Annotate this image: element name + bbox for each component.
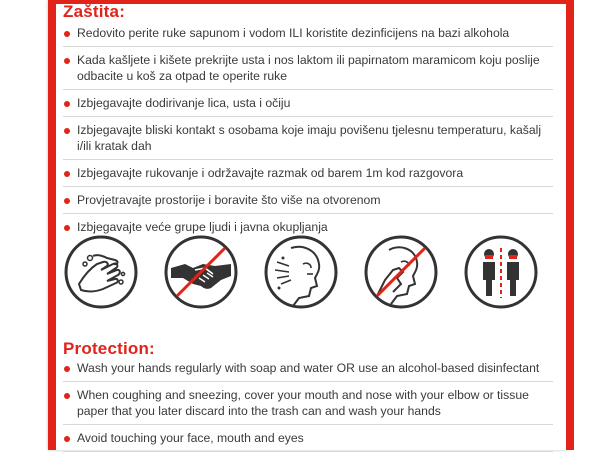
list-item: Izbjegavajte dodirivanje lica, usta i očiju: [63, 90, 553, 117]
poster-left-border: [48, 0, 56, 450]
list-item: Avoid touching your face, mouth and eyes: [63, 425, 553, 452]
list-item: Izbjegavajte bliski kontakt s osobama koje imaju povišenu tjelesnu temperaturu, kašalj i/ili kratak dah: [63, 117, 553, 160]
poster-top-border: [48, 0, 574, 4]
croatian-list: [63, 20, 553, 240]
no-face-touching-icon: [363, 234, 439, 310]
hand-washing-icon: [63, 234, 139, 310]
poster-right-border: [566, 0, 574, 450]
list-item: Redovito perite ruke sapunom i vodom ILI koristite dezinficijens na bazi alkohola: [63, 20, 553, 47]
sneezing-person-icon: [263, 234, 339, 310]
list-item: Kada kašljete i kišete prekrijte usta i nos laktom ili papirnatom maramicom koju poslije odbacite u koš za otpad te operite ruke: [63, 47, 553, 90]
social-distance-icon: [463, 234, 539, 310]
no-handshake-icon: [163, 234, 239, 310]
list-item: Wash your hands regularly with soap and water OR use an alcohol-based disinfectant: [63, 355, 553, 382]
list-item: When coughing and sneezing, cover your mouth and nose with your elbow or tissue paper that you later discard into the trash can and wash your hands: [63, 382, 553, 425]
list-item: Izbjegavajte rukovanje i održavajte razmak od barem 1m kod razgovora: [63, 160, 553, 187]
list-item: Provjetravajte prostorije i boravite što više na otvorenom: [63, 187, 553, 214]
list-item: Izbjegavajte veće grupe ljudi i javna okupljanja: [63, 214, 553, 240]
croatian-section-title: Zaštita:: [63, 2, 126, 21]
english-section-title: Protection:: [63, 339, 155, 358]
pictogram-row: [63, 234, 539, 312]
english-list: [63, 355, 553, 452]
